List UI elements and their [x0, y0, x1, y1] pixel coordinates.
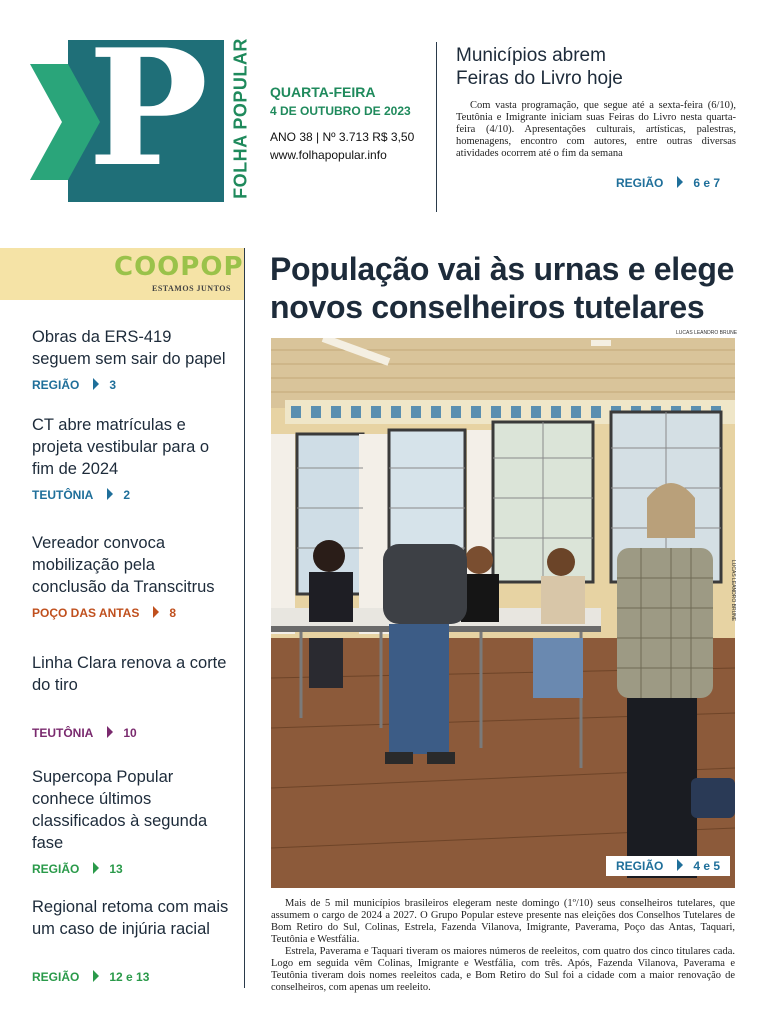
- arrow-icon: [93, 378, 99, 390]
- photo-credit-vertical: LUCAS LEANDRO BRUNE: [730, 560, 736, 622]
- main-story-tag[interactable]: [606, 856, 730, 876]
- section-label: POÇO DAS ANTAS: [32, 606, 140, 620]
- edition-info: ANO 38 | Nº 3.713 R$ 3,50: [270, 130, 415, 144]
- column-divider: [244, 248, 245, 988]
- sidebar-story-tag[interactable]: [32, 378, 116, 392]
- arrow-icon: [107, 488, 113, 500]
- sidebar-story-title[interactable]: CT abre matrículas e projeta vestibular para o fim de 2024: [32, 416, 210, 478]
- main-photo[interactable]: [271, 338, 735, 888]
- website-link[interactable]: www.folhapopular.info: [270, 148, 387, 162]
- logo-letter: P: [88, 14, 209, 202]
- top-story-tag[interactable]: [616, 176, 720, 190]
- classroom-voting-photo: [271, 338, 735, 888]
- newspaper-name: FOLHA POPULAR: [230, 38, 251, 199]
- main-story-body: [271, 898, 735, 994]
- photo-credit: LUCAS LEANDRO BRUNE: [676, 330, 738, 336]
- issue-date: 4 DE OUTUBRO DE 2023: [270, 104, 411, 118]
- sidebar-story-tag[interactable]: [32, 606, 176, 620]
- section-label: REGIÃO: [32, 970, 80, 984]
- sidebar-story-title[interactable]: Linha Clara renova a corte do tiro: [32, 654, 227, 694]
- arrow-icon: [677, 859, 683, 871]
- arrow-icon: [677, 176, 683, 188]
- section-label: REGIÃO: [616, 859, 664, 873]
- sidebar-story-tag[interactable]: [32, 862, 123, 876]
- sponsor-tagline: ESTAMOS JUNTOS: [152, 284, 231, 293]
- arrow-icon: [93, 970, 99, 982]
- top-story-body: Com vasta programação, que segue até a sexta-feira (6/10), Teutônia e Imigrante iniciam suas Feiras do Livro nesta quarta-feira (4/10). Apresentações culturais, artísticas, palestras, homenagens, encontro com autores, entre outras diversas atividades ocorrem até o fim da semana: [456, 100, 736, 159]
- divider: [436, 42, 437, 212]
- page-ref: 13: [109, 862, 123, 876]
- sidebar-story-tag[interactable]: [32, 970, 149, 984]
- page-ref: 8: [169, 606, 177, 620]
- page-ref: 4 e 5: [693, 859, 721, 873]
- arrow-icon: [153, 606, 159, 618]
- sidebar-story-tag[interactable]: [32, 488, 130, 502]
- page-ref: 6 e 7: [693, 176, 721, 190]
- paragraph: Mais de 5 mil municípios brasileiros elegeram neste domingo (1º/10) seus conselheiros tutelares, que assumem o cargo de 2024 a 2027. O Grupo Popular esteve presente nas eleições dos Conselhos Tutelares de Bom Retiro do Sul, Colinas, Estrela, Fazenda Vilanova, Imigrante, Paverama, Poço das Antas, Taquari, Teutônia e Westfália.: [271, 898, 735, 945]
- section-label: REGIÃO: [32, 862, 80, 876]
- arrow-icon: [107, 726, 113, 738]
- top-story-title[interactable]: Municípios abrem Feiras do Livro hoje: [456, 45, 623, 89]
- page-ref: 2: [123, 488, 131, 502]
- page-ref: 3: [109, 378, 117, 392]
- weekday: QUARTA-FEIRA: [270, 84, 376, 100]
- sponsor-logo: COOPOP: [114, 252, 244, 282]
- section-label: TEUTÔNIA: [32, 488, 94, 502]
- sidebar-story-title[interactable]: Regional retoma com mais um caso de injúria racial: [32, 898, 229, 938]
- page-ref: 10: [123, 726, 137, 740]
- paragraph: Estrela, Paverama e Taquari tiveram os maiores números de reeleitos, com quatro dos cinco titulares cada. Logo em seguida vêm Colinas, Imigrante e Westfália, com três. Após, Fazenda Vilanova, Paverama e Teutônia tiveram dois nomes reeleitos cada, e Bom Retiro do Sul foi a cidade com a maior renovação de conselheiros, com apenas um reeleito.: [271, 946, 735, 993]
- sidebar-story-title[interactable]: Supercopa Popular conhece últimos classificados à segunda fase: [32, 768, 208, 852]
- sidebar-story-title[interactable]: Vereador convoca mobilização pela conclusão da Transcitrus: [32, 534, 215, 596]
- section-label: REGIÃO: [616, 176, 664, 190]
- section-label: TEUTÔNIA: [32, 726, 94, 740]
- main-headline[interactable]: População vai às urnas e elege novos conselheiros tutelares: [270, 251, 735, 325]
- page-ref: 12 e 13: [109, 970, 150, 984]
- sidebar-story-title[interactable]: Obras da ERS-419 seguem sem sair do papel: [32, 328, 226, 368]
- arrow-icon: [93, 862, 99, 874]
- sidebar-story-tag[interactable]: [32, 726, 137, 740]
- section-label: REGIÃO: [32, 378, 80, 392]
